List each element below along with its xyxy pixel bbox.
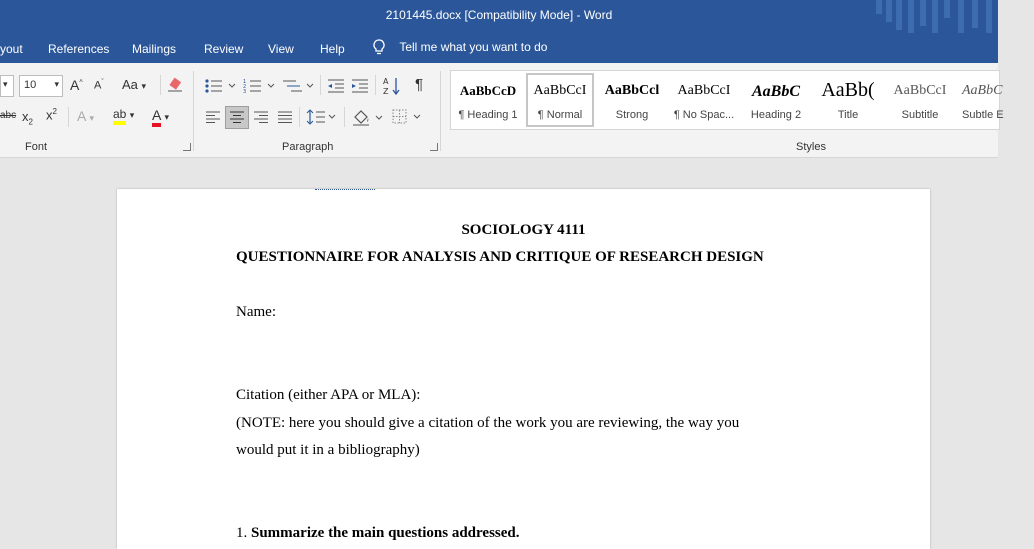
numbering-icon[interactable]: [243, 78, 277, 94]
group-separator: [440, 71, 441, 151]
course-title: SOCIOLOGY 4111: [461, 222, 586, 238]
citation-label: Citation (either APA or MLA):: [236, 387, 421, 403]
font-dialog-launcher[interactable]: [183, 143, 191, 151]
grow-font-button[interactable]: A^: [70, 77, 83, 93]
document-page[interactable]: [117, 189, 930, 549]
align-left-icon[interactable]: [205, 110, 221, 124]
borders-icon[interactable]: [392, 109, 424, 125]
lightbulb-icon: [372, 39, 386, 56]
question-1-number: 1.: [236, 525, 248, 541]
font-size-dropdown[interactable]: [19, 75, 63, 97]
change-case-button[interactable]: Aa ▾: [122, 77, 147, 92]
justify-icon[interactable]: [277, 110, 293, 124]
highlighter-icon: ab: [113, 107, 126, 125]
tab-view[interactable]: View: [268, 42, 294, 56]
style-no-spacing[interactable]: AaBbCcI ¶ No Spac...: [673, 83, 735, 121]
tab-mailings[interactable]: Mailings: [132, 42, 177, 56]
styles-group-label: Styles: [796, 141, 826, 153]
style-title[interactable]: AaBb( Title: [821, 79, 875, 121]
sort-icon[interactable]: [383, 76, 401, 96]
font-size-value: 10: [24, 79, 37, 91]
align-center-icon: [229, 110, 245, 124]
style-heading-1[interactable]: AaBbCcD ¶ Heading 1: [458, 83, 518, 121]
align-center-button[interactable]: [225, 106, 249, 129]
font-color-icon: A: [152, 107, 161, 127]
text-effects-button[interactable]: A ▾: [77, 108, 94, 124]
paragraph-dialog-launcher[interactable]: [430, 143, 438, 151]
font-color-button[interactable]: A ▾: [152, 107, 169, 123]
tab-references[interactable]: References: [48, 42, 110, 56]
svg-text:2: 2: [243, 84, 247, 90]
svg-text:A: A: [383, 77, 389, 86]
align-right-icon[interactable]: [253, 110, 269, 124]
bullets-icon[interactable]: [204, 78, 238, 94]
note-line-2: would put it in a bibliography): [236, 442, 420, 458]
superscript-button[interactable]: $x^2$: [46, 107, 57, 123]
decrease-indent-icon[interactable]: [327, 78, 345, 94]
tell-me-search[interactable]: [372, 39, 547, 56]
line-spacing-icon[interactable]: [306, 109, 338, 125]
style-strong[interactable]: AaBbCcl Strong: [604, 83, 660, 121]
styles-gallery: [450, 70, 1004, 130]
document-canvas: [0, 158, 998, 542]
clear-formatting-icon[interactable]: [166, 77, 184, 93]
tab-layout[interactable]: yout: [0, 42, 23, 56]
question-1: [236, 525, 520, 542]
shading-icon[interactable]: [352, 108, 386, 126]
tab-review[interactable]: Review: [204, 42, 244, 56]
style-normal[interactable]: AaBbCcI ¶ Normal: [524, 71, 596, 129]
font-group-label: Font: [25, 141, 48, 153]
subscript-button[interactable]: $x_2$: [22, 109, 33, 127]
style-subtitle[interactable]: AaBbCcI Subtitle: [893, 83, 947, 121]
shrink-font-button[interactable]: $A^ˇ$: [94, 79, 104, 92]
window-title: 2101445.docx [Compatibility Mode] - Word: [385, 8, 613, 22]
tab-help[interactable]: Help: [320, 42, 345, 56]
pilcrow-icon[interactable]: ¶: [415, 76, 424, 93]
ribbon-tabs: [0, 33, 998, 63]
group-separator: [193, 71, 194, 151]
svg-text:Z: Z: [383, 87, 389, 96]
page-top-marker: [315, 189, 375, 190]
questionnaire-heading: QUESTIONNAIRE FOR ANALYSIS AND CRITIQUE OF RESEARCH DESIGN: [236, 249, 764, 265]
note-line-1: (NOTE: here you should give a citation of the work you are reviewing, the way you: [236, 415, 740, 431]
multilevel-list-icon[interactable]: [282, 78, 316, 94]
style-subtle-emphasis[interactable]: AaBbC Subtle E: [962, 83, 1004, 121]
question-1-text: Summarize the main questions addressed.: [251, 525, 520, 541]
svg-text:1: 1: [243, 79, 247, 85]
name-label: Name:: [236, 304, 276, 320]
style-heading-2[interactable]: AaBbC Heading 2: [750, 83, 802, 121]
paragraph-group-label: Paragraph: [282, 141, 334, 153]
strikethrough-button[interactable]: abc: [0, 110, 17, 121]
increase-indent-icon[interactable]: [351, 78, 369, 94]
title-bar: [0, 0, 998, 33]
ribbon: [0, 63, 1004, 158]
tell-me-label: Tell me what you want to do: [399, 39, 548, 54]
svg-text:3: 3: [243, 89, 247, 95]
highlight-button[interactable]: ab ▾: [113, 107, 134, 121]
font-name-dropdown[interactable]: ▾: [0, 75, 14, 97]
chevron-down-icon: ▾: [54, 79, 59, 89]
title-bar-pattern: [868, 0, 998, 33]
